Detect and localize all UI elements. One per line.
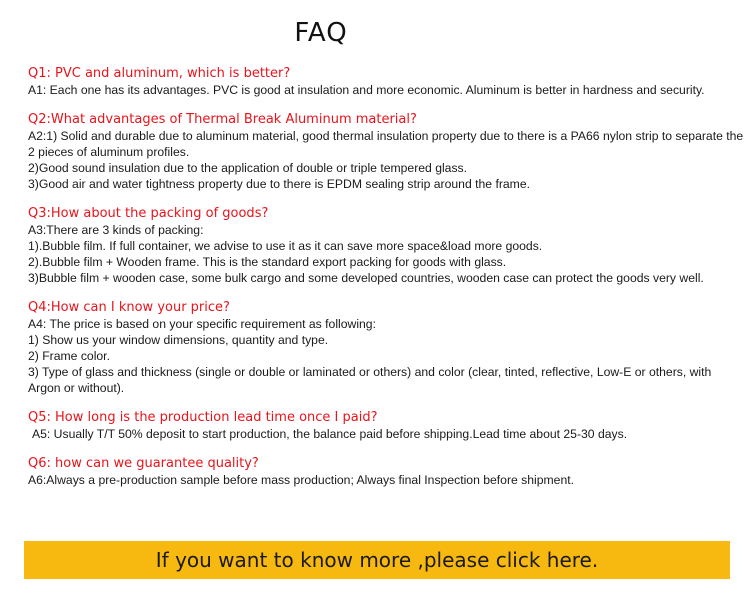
banner-label: If you want to know more ,please click here. [155,548,599,572]
faq-answer [28,222,744,286]
answer-line: 2)Good sound insulation due to the application of double or triple tempered glass. [28,161,468,175]
faq-answer [28,128,744,192]
faq-item-q3 [28,206,744,286]
answer-line: A5: Usually T/T 50% deposit to start production, the balance paid before shipping.Lead time about 25-30 days. [32,427,628,441]
answer-line: 1) Show us your window dimensions, quantity and type. [28,333,329,347]
answer-line: A6:Always a pre-production sample before mass production; Always final Inspection before shipment. [28,473,575,487]
answer-line: A2:1) Solid and durable due to aluminum material, good thermal insulation property due to there is a PA66 nylon strip to separate the 2 pieces of aluminum profiles. [28,129,744,159]
faq-question: Q2:What advantages of Thermal Break Aluminum material? [28,112,417,127]
faq-item-q4 [28,300,744,396]
answer-line: A1: Each one has its advantages. PVC is good at insulation and more economic. Aluminum is better in hardness and security. [28,83,705,97]
faq-question: Q5: How long is the production lead time once I paid? [28,410,378,425]
faq-question: Q4:How can I know your price? [28,300,230,315]
faq-answer [28,426,744,442]
faq-item-q6 [28,456,744,488]
faq-answer [28,472,744,488]
faq-question: Q3:How about the packing of goods? [28,206,269,221]
answer-line: 2).Bubble film + Wooden frame. This is the standard export packing for goods with glass. [28,255,507,269]
faq-question: Q6: how can we guarantee quality? [28,456,259,471]
answer-line: 2) Frame color. [28,349,110,363]
faq-item-q2 [28,112,744,192]
faq-list [28,66,744,488]
answer-line: A3:There are 3 kinds of packing: [28,223,204,237]
faq-item-q5 [28,410,744,442]
answer-line: 3) Type of glass and thickness (single or double or laminated or others) and color (clear, tinted, reflective, Low-E or others, with Argon or without). [28,365,712,395]
faq-item-q1 [28,66,744,98]
faq-question: Q1: PVC and aluminum, which is better? [28,66,291,81]
answer-line: 3)Bubble film + wooden case, some bulk cargo and some developed countries, wooden case can protect the goods very well. [28,271,704,285]
answer-line: 1).Bubble film. If full container, we advise to use it as it can save more space&load more goods. [28,239,543,253]
answer-line: A4: The price is based on your specific requirement as following: [28,317,376,331]
page-title: FAQ [294,18,348,48]
contact-banner-button[interactable] [24,541,730,579]
faq-answer [28,316,744,396]
answer-line: 3)Good air and water tightness property due to there is EPDM sealing strip around the frame. [28,177,530,191]
faq-answer [28,82,744,98]
